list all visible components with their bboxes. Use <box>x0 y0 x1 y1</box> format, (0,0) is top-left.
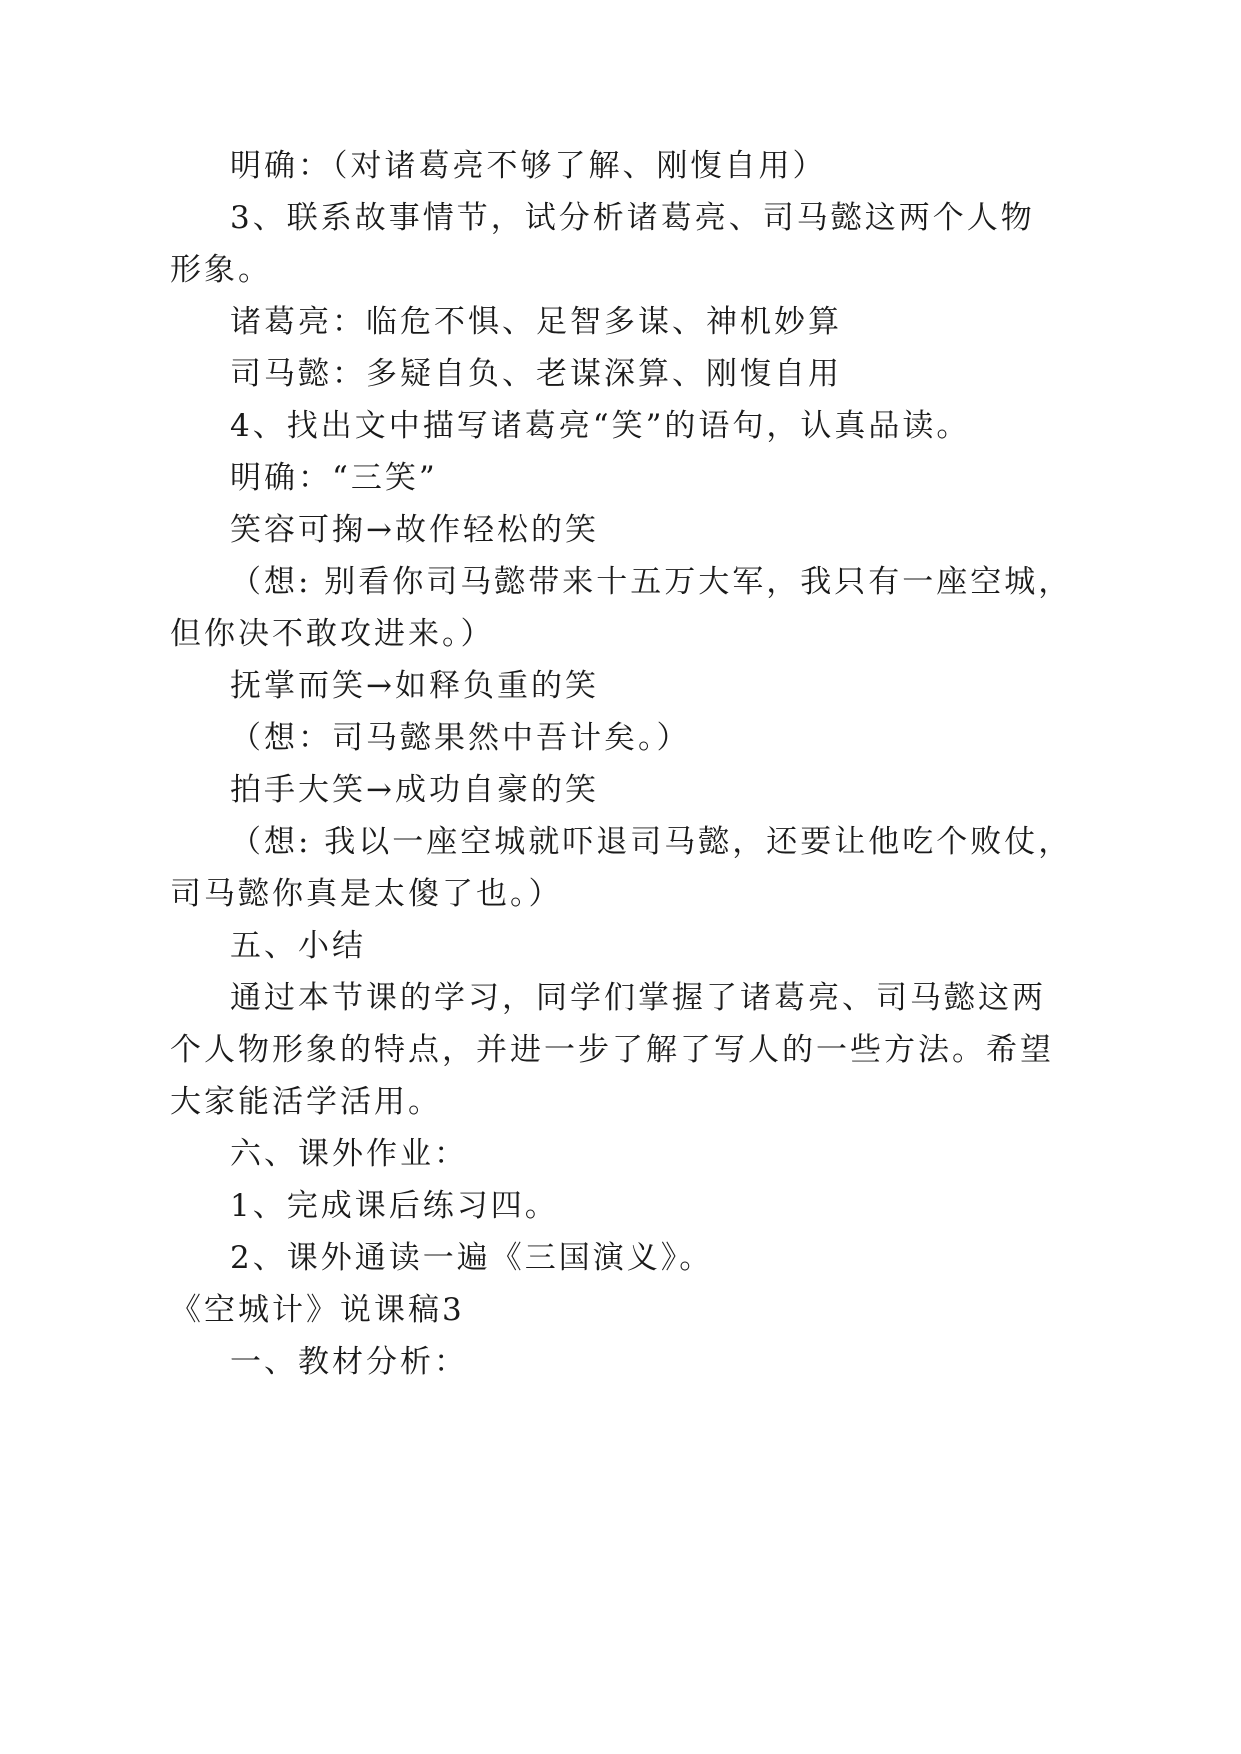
text-line: 大家能活学活用。 <box>170 1084 442 1120</box>
text-line: 2、课外通读一遍《三国演义》。 <box>230 1240 714 1276</box>
text-line: 通过本节课的学习，同学们掌握了诸葛亮、司马懿这两 <box>230 980 1046 1016</box>
text-line: 3、联系故事情节，试分析诸葛亮、司马懿这两个人物 <box>230 200 1035 236</box>
text-line: （想: 我以一座空城就吓退司马懿，还要让他吃个败仗， <box>230 824 1073 860</box>
text-line: 个人物形象的特点，并进一步了解了写人的一些方法。希望 <box>170 1032 1054 1068</box>
section-heading: 六、课外作业： <box>230 1136 468 1172</box>
text-line: 4、找出文中描写诸葛亮“笑”的语句，认真品读。 <box>230 408 971 444</box>
text-line: 明确：（对诸葛亮不够了解、刚愎自用） <box>230 148 827 184</box>
text-line: 形象。 <box>170 252 272 288</box>
text-line: 抚掌而笑→如释负重的笑 <box>230 668 599 704</box>
text-line: 司马懿你真是太傻了也。） <box>170 876 563 912</box>
section-heading: 一、教材分析： <box>230 1344 468 1380</box>
text-line: （想: 别看你司马懿带来十五万大军，我只有一座空城， <box>230 564 1073 600</box>
text-line: 明确：“三笑” <box>230 460 438 496</box>
text-line: 笑容可掬→故作轻松的笑 <box>230 512 599 548</box>
text-line: 拍手大笑→成功自豪的笑 <box>230 772 599 808</box>
text-line: 但你决不敢攻进来。） <box>170 616 495 652</box>
text-line: 诸葛亮：临危不惧、足智多谋、神机妙算 <box>230 304 842 340</box>
section-heading: 五、小结 <box>230 928 366 964</box>
document-title: 《空城计》说课稿3 <box>170 1292 465 1328</box>
text-line: 1、完成课后练习四。 <box>230 1188 559 1224</box>
text-line: 司马懿：多疑自负、老谋深算、刚愎自用 <box>230 356 842 392</box>
text-line: （想：司马懿果然中吾计矣。） <box>230 720 691 756</box>
